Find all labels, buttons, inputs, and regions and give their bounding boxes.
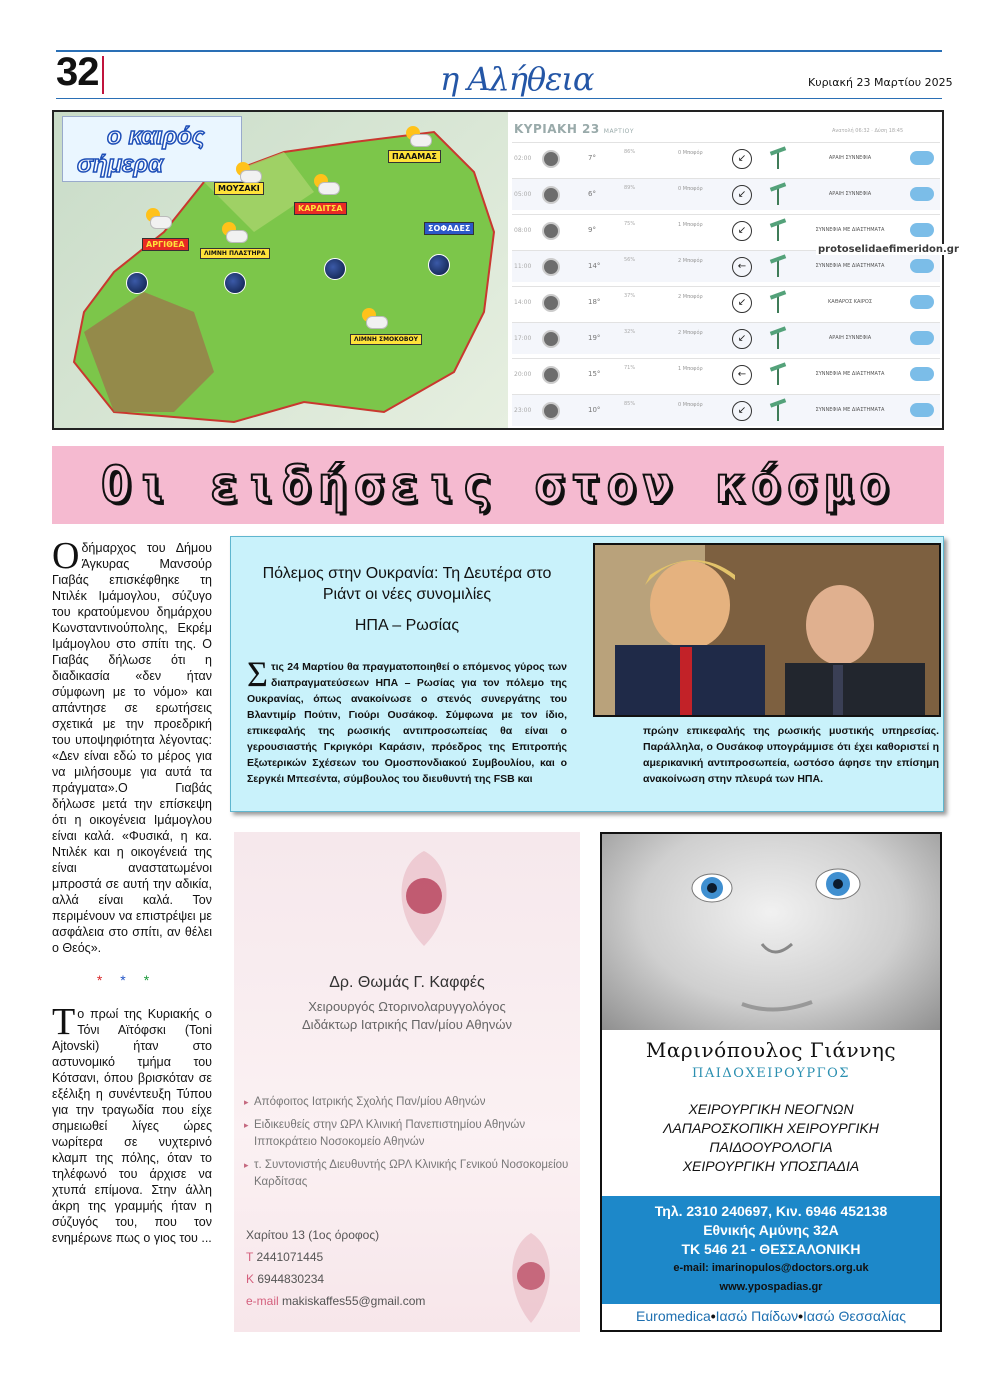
night-moon-icon bbox=[224, 272, 246, 294]
forecast-description: ΣΥΝΝΕΦΙΑ ΜΕ ΔΙΑΣΤΗΜΑΤΑ bbox=[815, 371, 885, 377]
weather-panel bbox=[52, 110, 944, 430]
doctor-specialty bbox=[234, 998, 580, 1034]
clinic-name: Ιασώ Παίδων bbox=[715, 1308, 799, 1324]
forecast-time: 05:00 bbox=[514, 191, 532, 198]
clinic-name: Ιασώ Θεσσαλίας bbox=[803, 1308, 906, 1324]
wind-turbine-icon bbox=[770, 363, 786, 385]
specialty-line: Χειρουργός Ωτορινολαρυγγολόγος bbox=[308, 999, 506, 1014]
night-moon-icon bbox=[126, 272, 148, 294]
section-separator: *** bbox=[96, 972, 168, 988]
weather-condition-icon bbox=[910, 223, 934, 237]
clinics-list: Euromedica•Ιασώ Παίδων•Ιασώ Θεσσαλίας bbox=[636, 1308, 906, 1324]
surgeon-contact bbox=[602, 1196, 940, 1304]
wind-direction-icon: ↙ bbox=[732, 185, 752, 205]
service-item: ΛΑΠΑΡΟΣΚΟΠΙΚΗ ΧΕΙΡΟΥΡΓΙΚΗ bbox=[663, 1120, 879, 1136]
partly-cloudy-icon bbox=[144, 208, 170, 228]
forecast-row bbox=[512, 178, 940, 210]
wind-turbine-icon bbox=[770, 147, 786, 169]
forecast-humidity: 32% bbox=[624, 329, 636, 335]
drop-cap: Τ bbox=[52, 1001, 76, 1043]
weather-title-line1: ο καιρός bbox=[107, 123, 205, 150]
forecast-description: ΚΑΘΑΡΟΣ ΚΑΙΡΟΣ bbox=[827, 299, 873, 305]
drop-cap: Σ bbox=[247, 654, 268, 694]
section-banner bbox=[52, 446, 944, 524]
forecast-time: 08:00 bbox=[514, 227, 532, 234]
phone-number: 2441071445 bbox=[256, 1250, 324, 1264]
wind-direction-icon: ← bbox=[732, 257, 752, 277]
sun-times: Ανατολή 06:32 · Δύση 18:45 bbox=[832, 128, 904, 134]
forecast-time: 11:00 bbox=[514, 263, 532, 270]
wind-direction-icon: ↙ bbox=[732, 329, 752, 349]
forecast-row bbox=[512, 214, 940, 246]
baby-photo bbox=[602, 834, 940, 1030]
forecast-temp: 10° bbox=[588, 406, 601, 414]
news-box bbox=[230, 536, 944, 812]
forecast-wind: 1 Μποφόρ bbox=[678, 366, 703, 372]
partly-cloudy-icon bbox=[360, 308, 386, 328]
forecast-time: 17:00 bbox=[514, 335, 532, 342]
forecast-wind: 2 Μποφόρ bbox=[678, 330, 703, 336]
page-number: 32 bbox=[56, 50, 99, 94]
wind-direction-icon: ↙ bbox=[732, 149, 752, 169]
clinic-name: Euromedica bbox=[636, 1308, 711, 1324]
partly-cloudy-icon bbox=[220, 222, 246, 242]
forecast-description: ΣΥΝΝΕΦΙΑ ΜΕ ΔΙΑΣΤΗΜΑΤΑ bbox=[815, 227, 885, 233]
address: Χαρίτου 13 (1ος όροφος) bbox=[246, 1228, 380, 1242]
forecast-temp: 18° bbox=[588, 298, 601, 306]
forecast-wind: 2 Μποφόρ bbox=[678, 258, 703, 264]
phones: Τηλ. 2310 240697, Κιν. 6946 452138 bbox=[654, 1203, 888, 1219]
issue-date: Κυριακή 23 Μαρτίου 2025 bbox=[808, 76, 953, 89]
forecast-temp: 19° bbox=[588, 334, 601, 342]
doctor-advertisement bbox=[234, 832, 580, 1332]
masthead: η Αλήθεια bbox=[440, 60, 594, 98]
paragraph-text: δήμαρχος του Δήμου Άγκυρας Μανσούρ Γιαβάς επισκέφθηκε τη Ντιλέκ Ιμάμογλου, σύζυγο του κρατούμενου δημάρχου Κωνσταντινούπολης, Εκρέμ Ιμάμογλου στο σπίτι της. Ο Γιαβάς δήλωσε ότι η διαδικασία «δεν ήταν σύμφωνη με το νόμο» και απάντησε σε ερωτήσεις σχετικά με την προεδρική του υποψηφιότητα λέγοντας: «Δεν είναι εδώ το μέρος για να μιλήσουμε για αυτά τα πράγματα».Ο Γιαβάς δήλωσε μετά την επίσκεψη ότι η οικογένεια Ιμάμογλου είναι καλά. «Φυσικά, η κα. Ντιλέκ και η οικογένειά της είναι αναστατωμένοι μπροστά σε αυτή την αδικία, αλλά είναι καλά. Τον περιμένουν να επιστρέψει με ασφάλεια στο σπίτι, αν θέλει ο Θεός». bbox=[52, 541, 212, 955]
forecast-description: ΣΥΝΝΕΦΙΑ ΜΕ ΔΙΑΣΤΗΜΑΤΑ bbox=[815, 407, 885, 413]
news-body-text: τις 24 Μαρτίου θα πραγματοποιηθεί ο επόμενος γύρος των διαπραγματεύσεων ΗΠΑ – Ρωσίας για τον πόλεμο της Ουκρανίας, όπως ανακοίνωσε ο στενός συνεργάτης του Βλαντιμίρ Πούτιν, Γιούρι Ουσάκοφ. Σύμφωνα με τον ίδιο, επικεφαλής της ρωσικής αντιπροσωπείας θα είναι ο γερουσιαστής Γκριγκόρι Καράσιν, πρόεδρος της Επιτροπής Εξωτερικών Σχέσεων του Ομοσπονδιακού Συμβουλίου, και ο Σεργκέι Μπεσέντα, σύμβουλος του διευθυντή της FSB και bbox=[247, 661, 567, 785]
cloud-icon bbox=[542, 402, 560, 420]
city-label: ΣΟΦΑΔΕΣ bbox=[424, 222, 474, 235]
forecast-row bbox=[512, 322, 940, 354]
news-subheadline: ΗΠΑ – Ρωσίας bbox=[354, 617, 460, 634]
email-label: e-mail bbox=[246, 1294, 279, 1308]
news-body-continued: πρώην επικεφαλής της ρωσικής μυστικής υπηρεσίας. Παράλληλα, ο Ουσάκοφ υπογράμμισε ότι έχει καθοριστεί η αμερικανική αντιπροσωπεία, ωστόσο άφησε την επίσημη ανακοίνωση στην πλευρά των ΗΠΑ. bbox=[643, 725, 939, 785]
forecast-temp: 14° bbox=[588, 262, 601, 270]
specialty-line: Διδάκτωρ Ιατρικής Παν/μίου Αθηνών bbox=[302, 1017, 512, 1032]
weather-condition-icon bbox=[910, 295, 934, 309]
surgeon-title: ΠΑΙΔΟΧΕΙΡΟΥΡΓΟΣ bbox=[692, 1066, 850, 1081]
night-moon-icon bbox=[428, 254, 450, 276]
weather-title-line2: σήμερα bbox=[77, 151, 163, 178]
weather-condition-icon bbox=[910, 151, 934, 165]
photo-placeholder bbox=[595, 545, 941, 717]
wind-turbine-icon bbox=[770, 399, 786, 421]
wind-direction-icon: ↙ bbox=[732, 401, 752, 421]
forecast-temp: 7° bbox=[588, 154, 596, 162]
forecast-month: ΜΑΡΤΙΟΥ bbox=[603, 128, 634, 135]
city-label: ΛΙΜΝΗ ΠΛΑΣΤΗΡΑ bbox=[200, 248, 270, 259]
services-list bbox=[602, 1100, 940, 1176]
wind-turbine-icon bbox=[770, 327, 786, 349]
forecast-description: ΑΡΑΙΗ ΣΥΝΝΕΦΙΑ bbox=[828, 191, 872, 197]
forecast-temp: 6° bbox=[588, 190, 596, 198]
postal-code: ΤΚ 546 21 - ΘΕΣΣΑΛΟΝΙΚΗ bbox=[681, 1241, 861, 1257]
news-body bbox=[247, 654, 567, 787]
cloud-icon bbox=[542, 294, 560, 312]
wind-direction-icon: ↙ bbox=[732, 293, 752, 313]
left-column-article bbox=[52, 535, 212, 1246]
wind-turbine-icon bbox=[770, 183, 786, 205]
forecast-humidity: 89% bbox=[624, 185, 636, 191]
forecast-temp: 15° bbox=[588, 370, 601, 378]
forecast-description: ΑΡΑΙΗ ΣΥΝΝΕΦΙΑ bbox=[828, 155, 872, 161]
forecast-wind: 1 Μποφόρ bbox=[678, 222, 703, 228]
forecast-wind: 0 Μποφόρ bbox=[678, 402, 703, 408]
weather-condition-icon bbox=[910, 187, 934, 201]
city-label: ΜΟΥΖΑΚΙ bbox=[214, 182, 264, 195]
forecast-day: ΚΥΡΙΑΚΗ 23 bbox=[514, 122, 600, 136]
cloud-icon bbox=[542, 150, 560, 168]
weather-title bbox=[62, 116, 242, 182]
mobile-number: 6944830234 bbox=[257, 1272, 325, 1286]
forecast-row bbox=[512, 142, 940, 174]
doctor-name: Δρ. Θωμάς Γ. Καφφές bbox=[329, 974, 485, 991]
wind-turbine-icon bbox=[770, 255, 786, 277]
weather-condition-icon bbox=[910, 403, 934, 417]
weather-condition-icon bbox=[910, 367, 934, 381]
cloud-icon bbox=[542, 222, 560, 240]
forecast-time: 23:00 bbox=[514, 407, 532, 414]
mobile-label: Κ bbox=[246, 1272, 255, 1286]
credentials-list bbox=[244, 1094, 574, 1197]
forecast-row bbox=[512, 286, 940, 318]
partly-cloudy-icon bbox=[404, 126, 430, 146]
article-paragraph bbox=[52, 1001, 212, 1246]
forecast-temp: 9° bbox=[588, 226, 596, 234]
photo-placeholder bbox=[602, 834, 940, 1030]
phone-label: Τ bbox=[246, 1250, 254, 1264]
cloud-icon bbox=[542, 330, 560, 348]
email: e-mail: imarinopulos@doctors.org.uk bbox=[673, 1262, 869, 1274]
credential-item: ▸ Απόφοιτος Ιατρικής Σχολής Παν/μίου Αθηνών bbox=[244, 1094, 574, 1111]
cloud-icon bbox=[542, 258, 560, 276]
forecast-humidity: 75% bbox=[624, 221, 636, 227]
forecast-humidity: 86% bbox=[624, 149, 636, 155]
forecast-humidity: 56% bbox=[624, 257, 636, 263]
forecast-time: 02:00 bbox=[514, 155, 532, 162]
weather-condition-icon bbox=[910, 259, 934, 273]
section-title: Οι ειδήσεις στον κόσμο bbox=[100, 456, 896, 514]
forecast-time: 20:00 bbox=[514, 371, 532, 378]
news-photo bbox=[593, 543, 941, 717]
forecast-wind: 0 Μποφόρ bbox=[678, 150, 703, 156]
partly-cloudy-icon bbox=[312, 174, 338, 194]
service-item: ΠΑΙΔΟΟΥΡΟΛΟΓΙΑ bbox=[709, 1139, 833, 1155]
forecast-wind: 0 Μποφόρ bbox=[678, 186, 703, 192]
city-label: ΑΡΓΙΘΕΑ bbox=[142, 238, 189, 251]
forecast-wind: 2 Μποφόρ bbox=[678, 294, 703, 300]
city-label: ΛΙΜΝΗ ΣΜΟΚΟΒΟΥ bbox=[350, 334, 422, 345]
page-number-bar bbox=[102, 56, 104, 94]
watermark: protoselidaefimeridon.gr bbox=[818, 244, 959, 255]
email-address: makiskaffes55@gmail.com bbox=[282, 1294, 426, 1308]
cloud-icon bbox=[542, 366, 560, 384]
service-item: ΧΕΙΡΟΥΡΓΙΚΗ ΥΠΟΣΠΑΔΙΑ bbox=[682, 1158, 860, 1174]
forecast-description: ΑΡΑΙΗ ΣΥΝΝΕΦΙΑ bbox=[828, 335, 872, 341]
paragraph-text: ο πρωί της Κυριακής ο Τόνι Αϊτόφσκι (Toni Ajtovski) ήταν στο αστυνομικό τμήμα του Κότσανι, όπου βρισκόταν σε εξέλιξη η συνέντευξη Τύπου για την τραγωδία που είχε σημειωθεί λίγες ώρες νωρίτερα σε νυχτερινό κλαμπ της πόλης, όταν το τηλέφωνό του άρχισε να χτυπά επίμονα. Στην άλλη άκρη της γραμμής ήταν η σύζυγός του, που τον ενημέρωνε πως ο γιος του ... bbox=[52, 1007, 212, 1245]
credential-item: ▸ Ειδικευθείς στην ΩΡΛ Κλινική Πανεπιστημίου Αθηνών Ιπποκράτειο Νοσοκομείο Αθηνών bbox=[244, 1117, 574, 1151]
drop-cap: Ο bbox=[52, 535, 80, 577]
news-headline: Πόλεμος στην Ουκρανία: Τη Δευτέρα στο Ριάντ οι νέες συνομιλίες bbox=[262, 565, 552, 603]
service-item: ΧΕΙΡΟΥΡΓΙΚΗ ΝΕΟΓΝΩΝ bbox=[688, 1101, 854, 1117]
wind-direction-icon: ↙ bbox=[732, 221, 752, 241]
credential-item: ▸ τ. Συντονιστής Διευθυντής ΩΡΛ Κλινικής Γενικού Νοσοκομείου Καρδίτσας bbox=[244, 1157, 574, 1191]
logo-icon bbox=[384, 846, 464, 956]
masthead-rule bbox=[56, 98, 942, 99]
address: Εθνικής Αμύνης 32Α bbox=[703, 1222, 839, 1238]
logo-icon bbox=[496, 1228, 566, 1328]
website: www.ypospadias.gr bbox=[719, 1281, 823, 1293]
forecast-table bbox=[510, 112, 942, 428]
weather-map bbox=[54, 112, 508, 428]
surgeon-name: Μαρινόπουλος Γιάννης bbox=[645, 1038, 897, 1062]
city-label: ΚΑΡΔΙΤΣΑ bbox=[294, 202, 347, 215]
city-label: ΠΑΛΑΜΑΣ bbox=[388, 150, 441, 163]
forecast-row bbox=[512, 394, 940, 426]
surgeon-advertisement bbox=[600, 832, 942, 1332]
article-paragraph bbox=[52, 535, 212, 956]
forecast-humidity: 37% bbox=[624, 293, 636, 299]
forecast-row bbox=[512, 358, 940, 390]
wind-turbine-icon bbox=[770, 219, 786, 241]
forecast-time: 14:00 bbox=[514, 299, 532, 306]
wind-turbine-icon bbox=[770, 291, 786, 313]
top-rule bbox=[56, 50, 942, 52]
wind-direction-icon: ← bbox=[732, 365, 752, 385]
forecast-humidity: 85% bbox=[624, 401, 636, 407]
forecast-description: ΣΥΝΝΕΦΙΑ ΜΕ ΔΙΑΣΤΗΜΑΤΑ bbox=[815, 263, 885, 269]
forecast-header bbox=[514, 122, 634, 136]
weather-condition-icon bbox=[910, 331, 934, 345]
forecast-humidity: 71% bbox=[624, 365, 636, 371]
night-moon-icon bbox=[324, 258, 346, 280]
cloud-icon bbox=[542, 186, 560, 204]
partly-cloudy-icon bbox=[234, 162, 260, 182]
